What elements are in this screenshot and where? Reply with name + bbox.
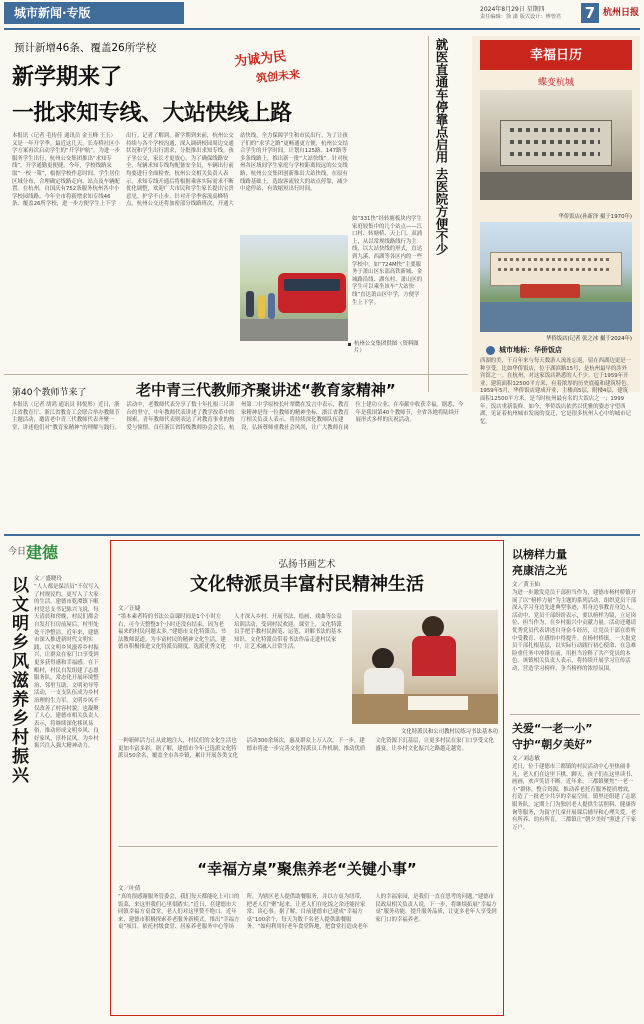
hotel-photo-1970 bbox=[480, 90, 632, 200]
happy-table-body: “真的很感谢服务管委会，我们每天都能吃上可口的饭菜，来这里我们心里很踏实。”近日，在建德市大同镇幸福方桌食堂，老人们对这里赞不绝口。近年来，建德市积极探索养老服务新模式，推出“幸福方桌”项目，依托村级食堂、居家养老服务中心等场所，为辖区老人提供助餐服务，并以方桌为纽带，把老人们“聚”起来，让老人们在吃饭之余还能拉家常、谈心事。据了解，目前建德市已建成“幸福方桌”100余个，每天为数千名老人提供助餐服务。“如何利用好老年食堂阵地，把食堂打造成老年人的幸福家园，是我们一直在思考的问题。”建德市民政局相关负责人说，下一步，将继续拓展“幸福方桌”服务功能，提升服务品质，让更多老年人享受到家门口的幸福养老。 bbox=[118, 894, 497, 931]
page-number: 7 bbox=[581, 3, 599, 23]
right-headline-2: 亮康洁之光 bbox=[512, 564, 567, 577]
calendar-header bbox=[480, 40, 632, 70]
calligraphy-body: “墨本素者特的书法公益课时间是1个小时左右，可今天整整3个小时还没有结束，因为老福来的村民问题太多。”建德市文化特派员、书法教师说道。为丰富村民的精神文化生活，建德市积极推进文化特派员制度，选派优秀文化人才深入乡村，开展书法、绘画、戏曲等公益培训活动，受到村民欢迎。课堂上，文化特派员手把手教村民握笔、运笔，讲解书法的基本知识。文化特派员带着书法作品走进村民家中，让艺术融入日常生活。 bbox=[118, 614, 342, 651]
calligraphy-body-2: 一种新鲜活力正从此地注入，村民们的文化生活也更加丰富多彩。据了解，建德市今年已选派文化特派员50余名，覆盖全市各乡镇，累计开展各类文化活动300余场次，惠及群众上万人次。下一步，建德市将进一步完善文化特派员工作机制，推动优质文化资源下沉基层，让更多村民在家门口享受文化盛宴，让乡村文化振兴之路越走越宽。 bbox=[118, 738, 494, 760]
hotel-photo-2024 bbox=[480, 222, 632, 332]
masthead bbox=[0, 0, 644, 28]
landmark-name: 华侨饭店 bbox=[534, 346, 562, 354]
calendar-body: 西湖的美，千百年来与每天数游人流连忘返，留在西湖边更是一种享受。比如华侨饭店，位于湖滨路15号，是杭州最早的涉外宾馆之一。在杭州，对这家饭店熟悉的人不少。它于1959年开业，建筑面积12500平方米，有着浓厚的历史底蕴和建筑特色。1959年5月，华侨饭店建成开业，主楼高5层，附楼4层，建筑面积12500平方米，是当时杭州最有名的大饭店之一；1999年，饭店重新装修。如今，华侨饭店依然以优雅的姿态守望西湖，见证着杭州城市发展的变迁，它是很多杭州人心中的城市记忆。 bbox=[480, 358, 632, 425]
lead-body: 本报讯（记者 毛传佳 通讯员 金玉峰 王玉）又是一年开学季。最近这几天，长寿桥社区小学方案再次启动学生的“开学护航”。为进一步服务学生出行，杭州公交集团推出“求知专线”，开学通勤更便捷。今年，学校线路采取“一校一策”，根据学校作息时间、学生居住区域分布，合理确定线路走向、站点及车辆配置。在杭州，自国庆有752条服务杭州各中小学校园线路。今年全市将新增求知专线46条、覆盖26所学校，进一步方便学生上下学出行。记者了解到，新学期到来前，杭州公交持续与各个学校沟通，深入调研校园周边交通状况和学生出行需求，分批推出求知专线。孩子坐公交，家长才更放心。为了确保线路安全，每辆求知专线均配备安全员，车辆出行前均要进行全面检查。杭州公交相关负责人表示，求知专线开通后将根据乘客实际需求不断优化调整，欢迎广大市民和学生家长提出宝贵意见。护学不止步，针对开学季客流高峰特点，杭州公交还将加密部分线路班次，开通大站快线，全力保障学生和市民出行。为了让孩子们的“求学之路”更畅通更方便，杭州公交结合学生的开学时间，计划自125路、147路等多条线路上，推出新一批“大站快线”。针对杭州各区域间学生家庭与学校距离较远的公交线路，杭州公交集团创新推出大站快线，在原有线路基础上，选取客流较大的站点停靠，减少中途停站，有效缩短出行时间。 bbox=[12, 133, 349, 208]
landmark-label-text: 城市地标： bbox=[499, 346, 534, 354]
paper-name: 杭州日报 bbox=[603, 8, 640, 18]
lead-kicker: 预计新增46条、覆盖26所学校 bbox=[14, 42, 157, 54]
teacher-headline-small: 第40个教师节来了 bbox=[12, 388, 87, 398]
slogan-line-2: 筑创未来 bbox=[255, 67, 301, 86]
tag-prefix: 今日 bbox=[8, 547, 27, 557]
lead-route-text: 如“331快”经转塘板块内学生家庭较集中的几个站点——江口村、转塘桥、天上门、双浦上，从以常规线路线行为主线，以大站快线的形式，直达到九溪、西湖等各区内的一些学校中，如“724M快”主要服务于萧山区东部高铁新城、金城路沿线、湖东村、萧山区的学生可以乘坐该车“大站快线”直达萧山区中学，方便学生上下学。 bbox=[352, 216, 423, 306]
right-headline-4: 守护“朝夕美好” bbox=[512, 738, 593, 751]
right-body: 为进一步激发党员干部担当作为，建德市杨村桥镇开展了以“榜样力量”为主题的系列活动，组织党员干部深入学习身边先进典型事迹，用身边事教育身边人。活动中，党员干部纷纷表示，要以榜样为镜，立足岗位、担当作为，在乡村振兴中贡献力量。活动还邀请优秀党员代表讲述自身奋斗经历，让党员干部在聆听中受教育、在感悟中得提升。在杨村桥镇，一大批党员干部扎根基层，以实际行动践行初心使命，在急难险重任务中冲锋在前，用担当诠释了共产党员的本色。该镇相关负责人表示，将持续开展学习宣传活动，营造学习榜样、争当榜样的浓厚氛围。 bbox=[512, 590, 637, 672]
calendar-subtitle: 蝶变杭城 bbox=[537, 78, 574, 88]
happy-table-headline: “幸福方桌”聚焦养老“关键小事” bbox=[197, 860, 417, 878]
landmark-icon bbox=[486, 346, 495, 355]
lead-headline-1: 新学期来了 bbox=[12, 65, 123, 90]
hotel-photo-1970-caption: 华侨饭店(孙新泽 摄于1970年) bbox=[558, 214, 632, 220]
bus-photo bbox=[240, 235, 348, 341]
editors-line: 责任编辑：徐 潇 版式设计：傅曾君 bbox=[480, 14, 562, 20]
landmark-label bbox=[499, 345, 562, 355]
right-body-2: 近日，位于建德市三都镇的村民活动中心里热闹非凡，老人们在这里下棋、聊天，孩子们在这里读书、画画，欢声笑语不断。近年来，三都镇聚焦“一老一小”群体，整合资源，推动养老托育服务提质增效，打造了一批老少共享的幸福空间。镇里还组建了志愿服务队，定期上门为独居老人提供生活照料、健康咨询等服务，为留守儿童开展课后辅导和心理关爱。老有所养、幼有所育，三都镇让“朝夕美好”照进了千家万户。 bbox=[512, 764, 637, 831]
teacher-body: 本报讯（记者 胡鸿 通讯员 韩悦彤）近日，浙江省教育厅、浙江省教育工会联合举办教师节主题活动，邀请老中青三代教师代表齐聚一堂，讲述他们对“教育家精神”的理解与践行。活动中，老教师代表分享了数十年扎根三尺讲台的坚守，中年教师代表讲述了教学改革中的探索，青年教师代表则表达了对教育事业的热爱与憧憬。首任浙江省特级教师协会会长，杭州第二中学原校长叶翠微在发言中表示，教育家精神是每一位教师的精神坐标。浙江省教育厅相关负责人表示，将持续深化教师队伍建设，弘扬尊师重教社会风尚，让广大教师在岗位上建功立业、在奉献中收获幸福。据悉，今年是我国第40个教师节，全省各地将陆续开展形式多样的庆祝活动。 bbox=[12, 402, 464, 431]
issue-date: 2024年8月29日 星期四 bbox=[480, 6, 545, 13]
photo-caption-marker bbox=[348, 343, 351, 346]
tag-name: 建德 bbox=[26, 543, 59, 562]
lead-headline-2: 一批求知专线、大站快线上路 bbox=[12, 101, 292, 126]
calligraphy-kicker: 弘扬书画艺术 bbox=[278, 559, 336, 570]
right-headline-1: 以榜样力量 bbox=[512, 548, 567, 561]
teacher-headline: 老中青三代教师齐聚讲述“教育家精神” bbox=[136, 381, 396, 399]
calligraphy-photo-caption: 文化特派员和公司教村民练习书法基本功 bbox=[400, 729, 498, 735]
jiande-vertical-headline: 以文明乡风滋养乡村振兴 bbox=[8, 576, 28, 785]
slogan-line-1: 为诚为民 bbox=[233, 49, 287, 70]
calendar-title: 幸福日历 bbox=[529, 48, 582, 63]
today-jiande-tag bbox=[8, 540, 72, 564]
right-byline-2: 文／刘志敏 bbox=[512, 756, 540, 762]
bus-photo-caption: 杭州公交集团供图（资料图片） bbox=[354, 341, 419, 354]
hotel-photo-2024-caption: 华侨饭店(记者 张之冰 摄于2024年) bbox=[545, 336, 632, 342]
calligraphy-byline: 文／汪婕 bbox=[118, 606, 141, 612]
right-byline: 文／黄玉仙 bbox=[512, 582, 540, 588]
section-title: 城市新闻·专版 bbox=[4, 2, 184, 24]
calligraphy-headline: 文化特派员丰富村民精神生活 bbox=[190, 574, 424, 595]
right-headline-3: 关爱“一老一小” bbox=[512, 722, 593, 735]
slogan-badge bbox=[232, 44, 332, 88]
happy-table-byline: 文／叶倩 bbox=[118, 886, 141, 892]
jiande-byline: 文／盛晓玲 bbox=[34, 576, 62, 582]
jiande-body: “人人都是保洁员”不仅写入了村规民约，更写入了大家的生活。建德市乾潭镇下畈村党总支书记陈兴飞说，每天清晨和傍晚，村民们都会自发打扫房前屋后，村里处处干净整洁。近年来，建德市深入推进新时代文明实践，以文明乡风滋养乡村振兴，让群众在家门口享受到更多获得感和幸福感。在下畈村，村民自发组建了志愿服务队，常态化开展环境整治、邻里互助、文明劝导等活动，一支支队伍成为乡村治理的生力军。文明乡风不仅改善了村容村貌，也凝聚了人心。建德市相关负责人表示，将继续深化移风易俗，推动形成文明乡风、良好家风、淳朴民风，为乡村振兴注入强大精神动力。 bbox=[34, 584, 99, 750]
calligraphy-photo bbox=[352, 610, 498, 724]
side-headline: 就医直通车停靠点启用 去医院方便不少 bbox=[434, 38, 449, 255]
